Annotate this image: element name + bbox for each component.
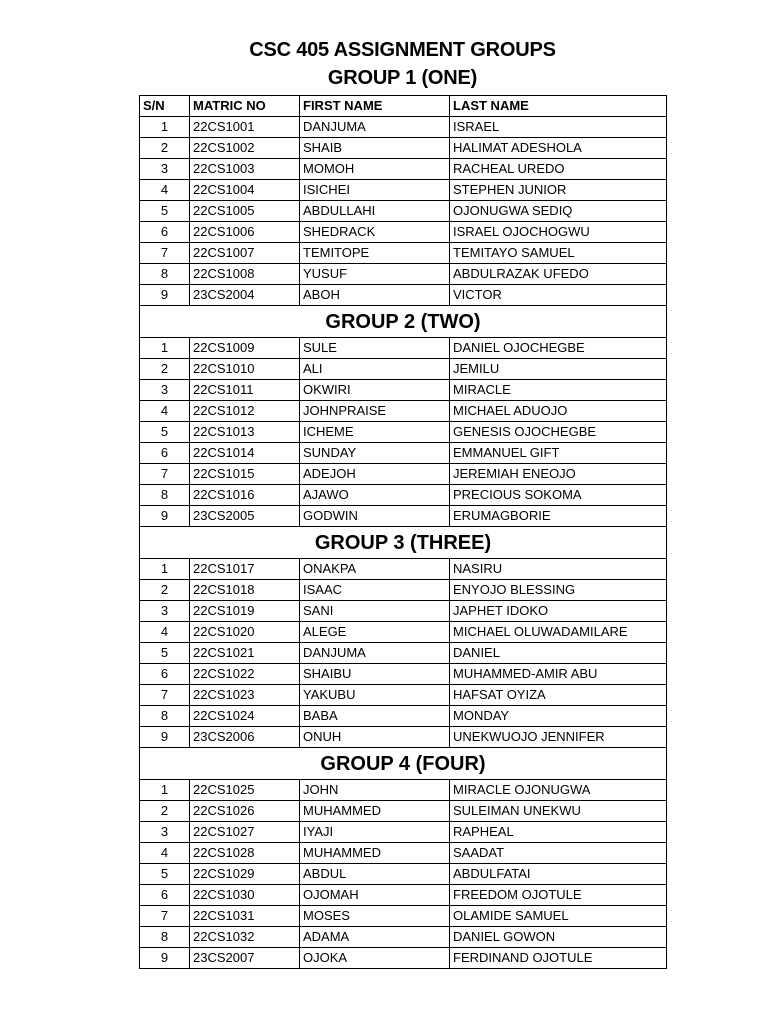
matric-no-cell: 22CS1017 [190,559,300,580]
sn-cell: 1 [140,780,190,801]
sn-cell: 1 [140,559,190,580]
first-name-cell: YAKUBU [300,685,450,706]
sn-cell: 8 [140,264,190,285]
last-name-cell: DANIEL GOWON [450,927,667,948]
last-name-cell: HAFSAT OYIZA [450,685,667,706]
table-row [140,843,667,864]
first-name-cell: IYAJI [300,822,450,843]
group-title: GROUP 3 (THREE) [140,527,667,559]
table-row [140,601,667,622]
table-row [140,580,667,601]
last-name-cell: SAADAT [450,843,667,864]
group-title: GROUP 2 (TWO) [140,306,667,338]
last-name-cell: NASIRU [450,559,667,580]
last-name-cell: ISRAEL [450,117,667,138]
document-title [139,36,666,92]
matric-no-cell: 22CS1024 [190,706,300,727]
sn-cell: 3 [140,380,190,401]
matric-no-cell: 22CS1029 [190,864,300,885]
table-row [140,338,667,359]
table-row [140,117,667,138]
table-row [140,685,667,706]
last-name-cell: HALIMAT ADESHOLA [450,138,667,159]
first-name-cell: JOHN [300,780,450,801]
table-row [140,285,667,306]
matric-no-cell: 22CS1004 [190,180,300,201]
table-row [140,885,667,906]
matric-no-cell: 23CS2007 [190,948,300,969]
matric-no-cell: 22CS1002 [190,138,300,159]
last-name-cell: UNEKWUOJO JENNIFER [450,727,667,748]
last-name-cell: JAPHET IDOKO [450,601,667,622]
column-header-first-name: FIRST NAME [300,96,450,117]
sn-cell: 4 [140,180,190,201]
table-row [140,138,667,159]
sn-cell: 2 [140,138,190,159]
table-row [140,443,667,464]
last-name-cell: MICHAEL OLUWADAMILARE [450,622,667,643]
last-name-cell: RAPHEAL [450,822,667,843]
matric-no-cell: 22CS1027 [190,822,300,843]
sn-cell: 6 [140,222,190,243]
matric-no-cell: 22CS1008 [190,264,300,285]
first-name-cell: ADEJOH [300,464,450,485]
matric-no-cell: 22CS1015 [190,464,300,485]
sn-cell: 9 [140,285,190,306]
first-name-cell: DANJUMA [300,117,450,138]
matric-no-cell: 22CS1026 [190,801,300,822]
sn-cell: 8 [140,927,190,948]
last-name-cell: OJONUGWA SEDIQ [450,201,667,222]
first-name-cell: SHAIBU [300,664,450,685]
table-row [140,822,667,843]
sn-cell: 4 [140,843,190,864]
last-name-cell: MICHAEL ADUOJO [450,401,667,422]
sn-cell: 7 [140,464,190,485]
group-title-row [140,527,667,559]
column-header-sn: S/N [140,96,190,117]
sn-cell: 2 [140,580,190,601]
sn-cell: 9 [140,727,190,748]
last-name-cell: MONDAY [450,706,667,727]
last-name-cell: ENYOJO BLESSING [450,580,667,601]
first-name-cell: YUSUF [300,264,450,285]
last-name-cell: VICTOR [450,285,667,306]
sn-cell: 6 [140,443,190,464]
table-row [140,422,667,443]
last-name-cell: FREEDOM OJOTULE [450,885,667,906]
table-row [140,948,667,969]
table-row [140,727,667,748]
last-name-cell: JEREMIAH ENEOJO [450,464,667,485]
header-row [140,96,667,117]
sn-cell: 5 [140,643,190,664]
table-row [140,559,667,580]
table-row [140,622,667,643]
last-name-cell: TEMITAYO SAMUEL [450,243,667,264]
sn-cell: 2 [140,801,190,822]
table-row [140,180,667,201]
first-name-cell: ISICHEI [300,180,450,201]
last-name-cell: MIRACLE OJONUGWA [450,780,667,801]
sn-cell: 9 [140,506,190,527]
sn-cell: 6 [140,664,190,685]
first-name-cell: OJOMAH [300,885,450,906]
table-row [140,780,667,801]
first-name-cell: GODWIN [300,506,450,527]
sn-cell: 8 [140,706,190,727]
last-name-cell: JEMILU [450,359,667,380]
matric-no-cell: 22CS1016 [190,485,300,506]
sn-cell: 5 [140,422,190,443]
table-row [140,864,667,885]
first-name-cell: ALI [300,359,450,380]
matric-no-cell: 23CS2005 [190,506,300,527]
table-row [140,706,667,727]
sn-cell: 1 [140,338,190,359]
document-title-line: CSC 405 ASSIGNMENT GROUPS [249,39,556,61]
matric-no-cell: 22CS1028 [190,843,300,864]
table-row [140,264,667,285]
table-body [140,96,667,969]
sn-cell: 3 [140,601,190,622]
matric-no-cell: 22CS1030 [190,885,300,906]
first-name-cell: BABA [300,706,450,727]
matric-no-cell: 22CS1005 [190,201,300,222]
matric-no-cell: 22CS1001 [190,117,300,138]
sn-cell: 4 [140,401,190,422]
first-name-cell: ONUH [300,727,450,748]
table-row [140,664,667,685]
group-title-row [140,748,667,780]
matric-no-cell: 22CS1023 [190,685,300,706]
matric-no-cell: 22CS1012 [190,401,300,422]
sn-cell: 3 [140,822,190,843]
first-name-cell: MOSES [300,906,450,927]
matric-no-cell: 22CS1011 [190,380,300,401]
table-row [140,159,667,180]
matric-no-cell: 22CS1020 [190,622,300,643]
last-name-cell: EMMANUEL GIFT [450,443,667,464]
group-1-title: GROUP 1 (ONE) [327,67,478,89]
matric-no-cell: 22CS1031 [190,906,300,927]
table-row [140,201,667,222]
last-name-cell: MUHAMMED-AMIR ABU [450,664,667,685]
last-name-cell: SULEIMAN UNEKWU [450,801,667,822]
first-name-cell: SULE [300,338,450,359]
table-row [140,927,667,948]
group-title: GROUP 4 (FOUR) [140,748,667,780]
sn-cell: 5 [140,201,190,222]
group-title-row [140,306,667,338]
last-name-cell: ISRAEL OJOCHOGWU [450,222,667,243]
first-name-cell: ABDUL [300,864,450,885]
matric-no-cell: 22CS1007 [190,243,300,264]
column-header-last-name: LAST NAME [450,96,667,117]
table-row [140,485,667,506]
assignment-groups-table [139,95,667,969]
matric-no-cell: 22CS1003 [190,159,300,180]
first-name-cell: MOMOH [300,159,450,180]
first-name-cell: SANI [300,601,450,622]
first-name-cell: TEMITOPE [300,243,450,264]
table-row [140,222,667,243]
matric-no-cell: 22CS1018 [190,580,300,601]
first-name-cell: JOHNPRAISE [300,401,450,422]
first-name-cell: SUNDAY [300,443,450,464]
last-name-cell: MIRACLE [450,380,667,401]
last-name-cell: DANIEL OJOCHEGBE [450,338,667,359]
matric-no-cell: 22CS1014 [190,443,300,464]
last-name-cell: ABDULRAZAK UFEDO [450,264,667,285]
matric-no-cell: 22CS1010 [190,359,300,380]
matric-no-cell: 22CS1032 [190,927,300,948]
last-name-cell: DANIEL [450,643,667,664]
table-row [140,243,667,264]
last-name-cell: PRECIOUS SOKOMA [450,485,667,506]
first-name-cell: AJAWO [300,485,450,506]
sn-cell: 5 [140,864,190,885]
first-name-cell: ABDULLAHI [300,201,450,222]
first-name-cell: DANJUMA [300,643,450,664]
last-name-cell: ABDULFATAI [450,864,667,885]
first-name-cell: ADAMA [300,927,450,948]
matric-no-cell: 23CS2004 [190,285,300,306]
last-name-cell: FERDINAND OJOTULE [450,948,667,969]
first-name-cell: MUHAMMED [300,801,450,822]
column-header-matric-no: MATRIC NO [190,96,300,117]
matric-no-cell: 22CS1009 [190,338,300,359]
table-row [140,906,667,927]
sn-cell: 3 [140,159,190,180]
matric-no-cell: 22CS1019 [190,601,300,622]
first-name-cell: MUHAMMED [300,843,450,864]
matric-no-cell: 22CS1006 [190,222,300,243]
sn-cell: 2 [140,359,190,380]
sn-cell: 7 [140,685,190,706]
sn-cell: 1 [140,117,190,138]
last-name-cell: STEPHEN JUNIOR [450,180,667,201]
table-row [140,643,667,664]
table-row [140,506,667,527]
matric-no-cell: 22CS1021 [190,643,300,664]
sn-cell: 6 [140,885,190,906]
last-name-cell: ERUMAGBORIE [450,506,667,527]
last-name-cell: GENESIS OJOCHEGBE [450,422,667,443]
table-row [140,801,667,822]
table-row [140,359,667,380]
sn-cell: 8 [140,485,190,506]
first-name-cell: ALEGE [300,622,450,643]
table-row [140,401,667,422]
matric-no-cell: 22CS1025 [190,780,300,801]
first-name-cell: SHEDRACK [300,222,450,243]
sn-cell: 4 [140,622,190,643]
first-name-cell: OKWIRI [300,380,450,401]
matric-no-cell: 23CS2006 [190,727,300,748]
matric-no-cell: 22CS1022 [190,664,300,685]
first-name-cell: SHAIB [300,138,450,159]
sn-cell: 7 [140,906,190,927]
first-name-cell: OJOKA [300,948,450,969]
table-row [140,380,667,401]
first-name-cell: ABOH [300,285,450,306]
sn-cell: 9 [140,948,190,969]
first-name-cell: ONAKPA [300,559,450,580]
sn-cell: 7 [140,243,190,264]
first-name-cell: ISAAC [300,580,450,601]
last-name-cell: OLAMIDE SAMUEL [450,906,667,927]
table-row [140,464,667,485]
first-name-cell: ICHEME [300,422,450,443]
last-name-cell: RACHEAL UREDO [450,159,667,180]
matric-no-cell: 22CS1013 [190,422,300,443]
